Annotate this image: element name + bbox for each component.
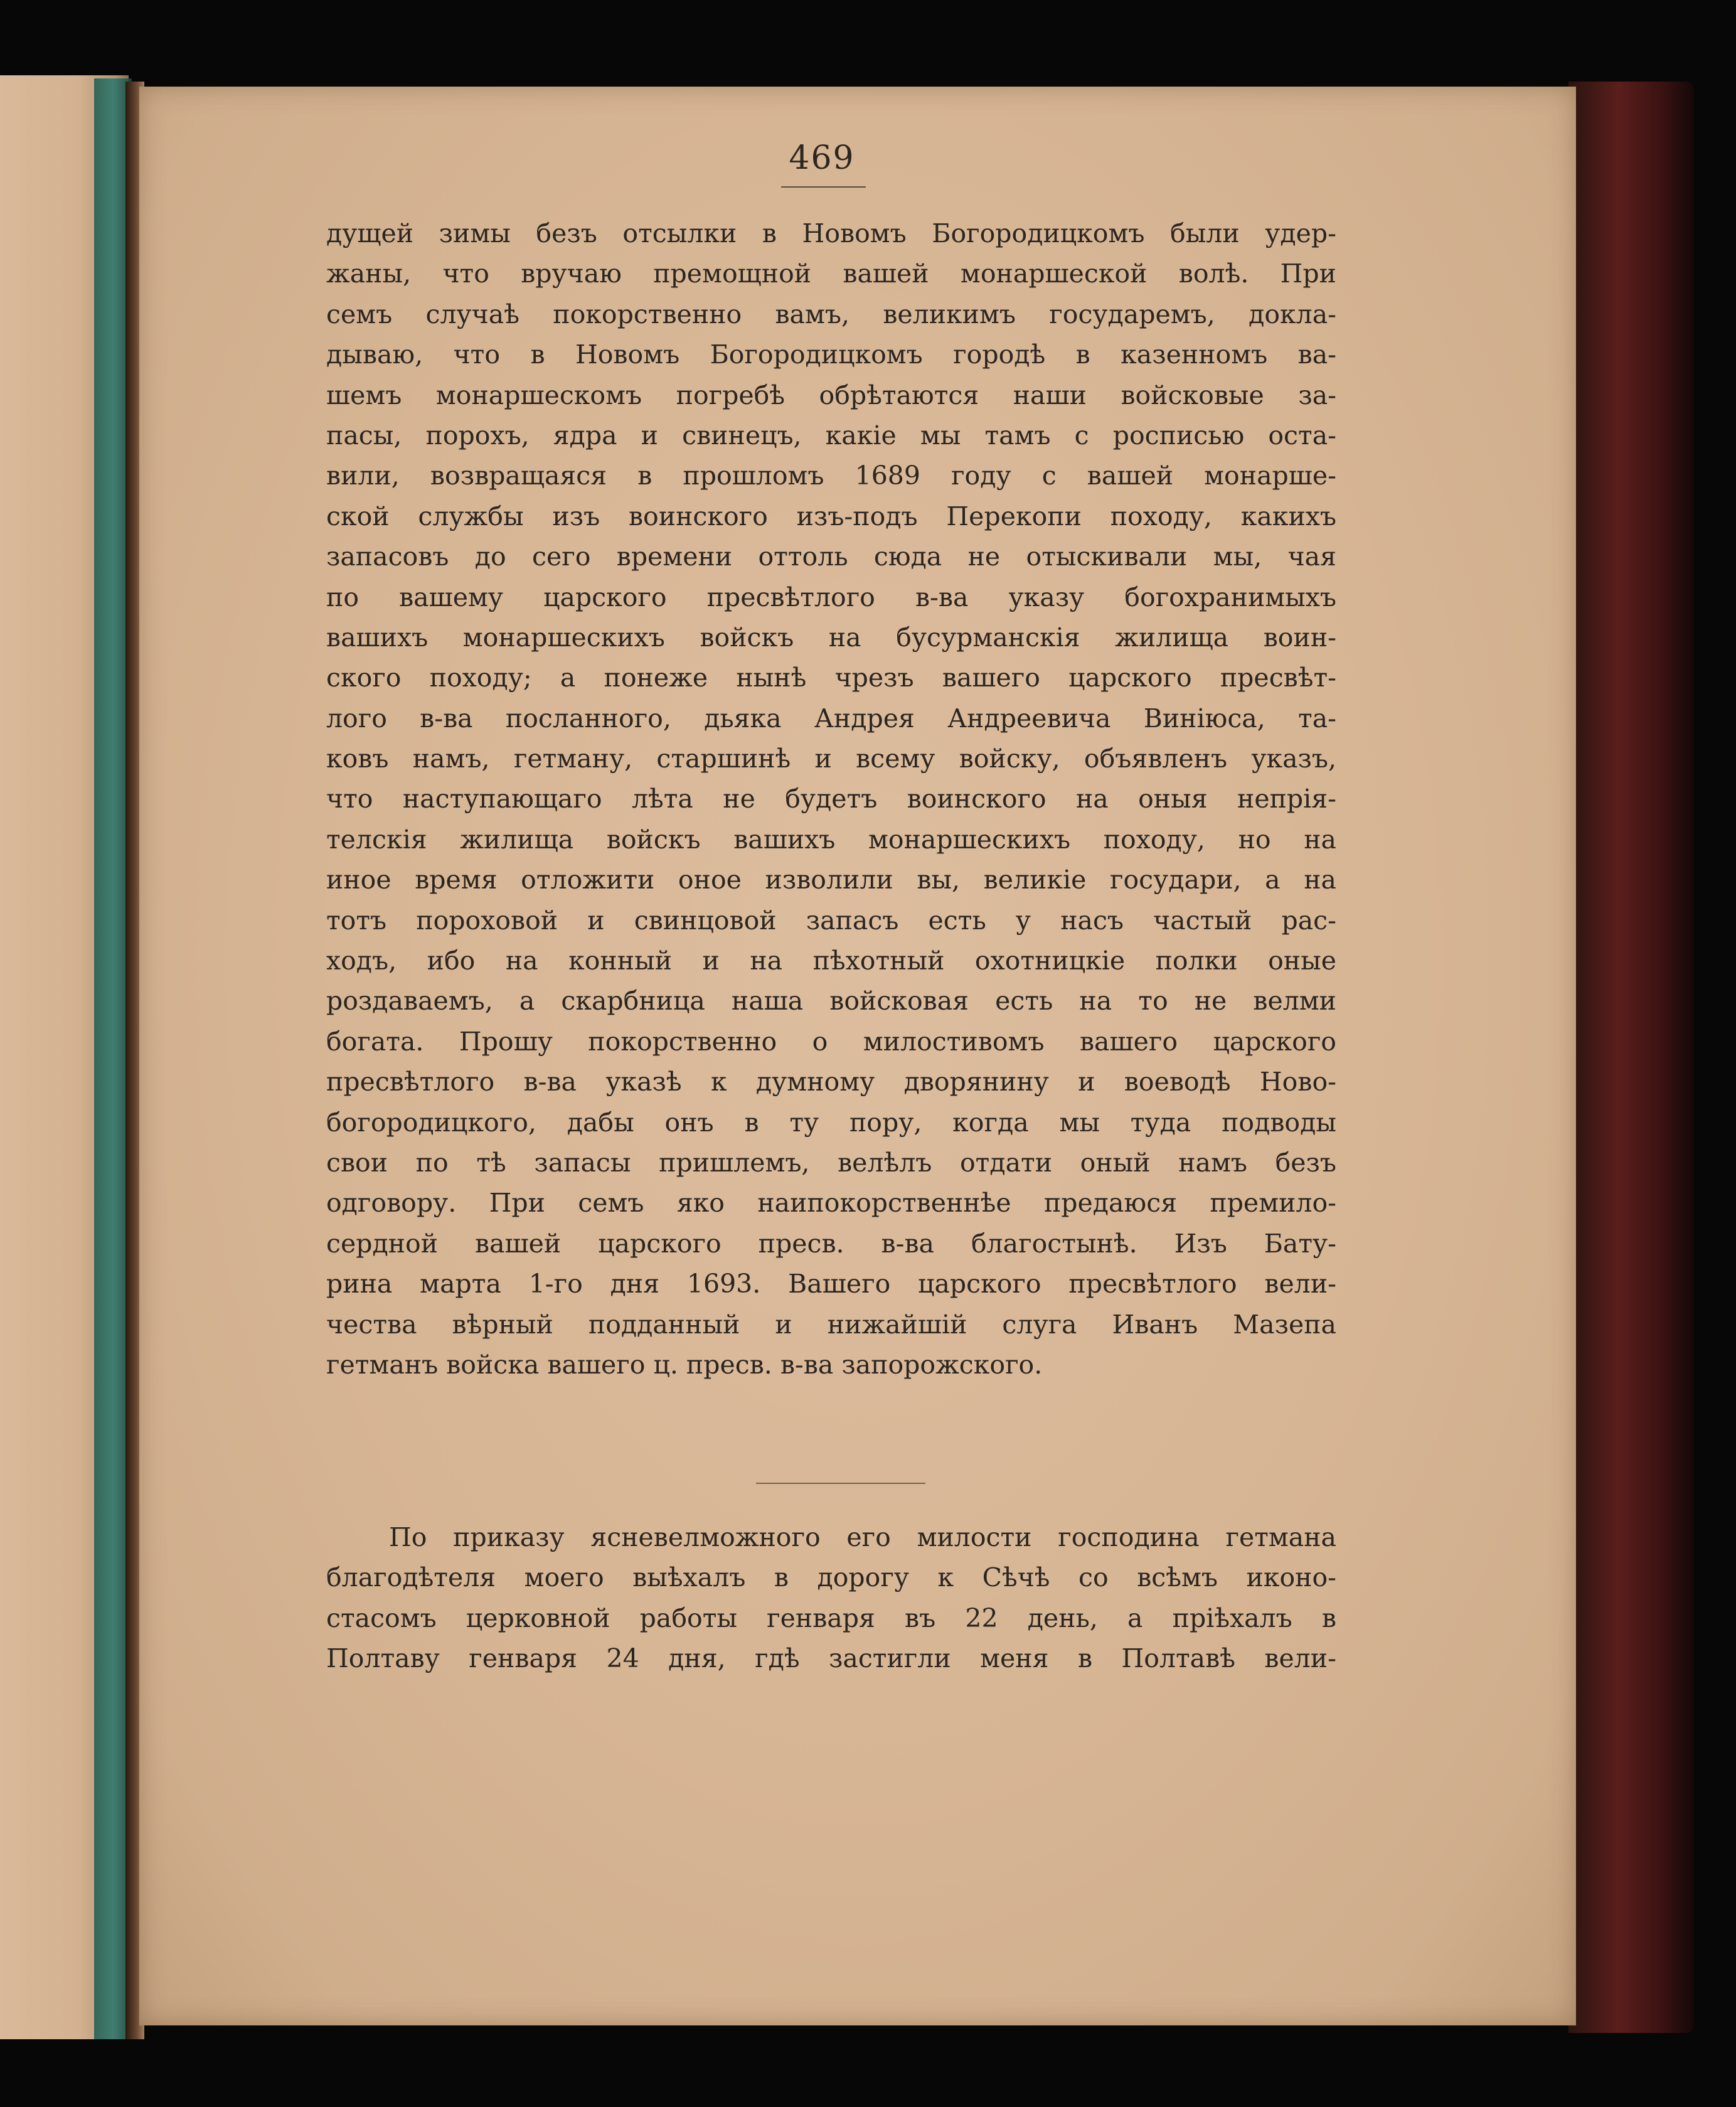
page-number: 469 [789,139,855,177]
text-line: ковъ намъ, гетману, старшинѣ и всему войску, объявленъ указъ, [326,744,1336,774]
text-line: сердной вашей царского пресв. в-ва благостынѣ. Изъ Бату- [326,1228,1336,1259]
text-line: ской службы изъ воинского изъ-подъ Перекопи походу, какихъ [326,501,1336,531]
text-line: иное время отложити оное изволили вы, великіе государи, а на [326,865,1336,895]
text-line: пресвѣтлого в-ва указѣ к думному дворянину и воеводѣ Ново- [326,1067,1336,1097]
text-line: По приказу ясневелможного его милости господина гетмана [389,1522,1336,1552]
text-line: вашихъ монаршескихъ войскъ на бусурманскія жилища воин- [326,622,1336,653]
text-line: дущей зимы безъ отсылки в Новомъ Богородицкомъ были удер- [326,218,1336,248]
text-line: ходъ, ибо на конный и на пѣхотный охотницкіе полки оные [326,946,1336,976]
text-line: вили, возвращаяся в прошломъ 1689 году с вашей монарше- [326,461,1336,491]
text-line: семъ случаѣ покорственно вамъ, великимъ государемъ, докла- [326,299,1336,329]
text-line: лого в-ва посланного, дьяка Андрея Андреевича Виніюса, та- [326,703,1336,733]
text-line: гетманъ войска вашего ц. пресв. в-ва запорожского. [326,1349,1043,1380]
text-line: дываю, что в Новомъ Богородицкомъ городѣ в казенномъ ва- [326,339,1336,370]
text-line: богата. Прошу покорственно о милостивомъ вашего царского [326,1026,1336,1057]
text-line: стасомъ церковной работы генваря въ 22 день, а пріѣхалъ в [326,1603,1336,1633]
letter-text [326,213,1336,1385]
second-entry-text [326,1517,1336,1679]
text-line: телскія жилища войскъ вашихъ монаршескихъ походу, но на [326,824,1336,855]
book-cover-edge-right [1568,82,1694,2033]
text-line: благодѣтеля моего выѣхалъ в дорогу к Сѣчѣ со всѣмъ иконо- [326,1562,1336,1593]
text-line: ского походу; а понеже нынѣ чрезъ вашего царского пресвѣт- [326,663,1336,693]
text-line: запасовъ до сего времени оттоль сюда не отыскивали мы, чая [326,541,1336,572]
page-number-rule [781,186,866,188]
text-line: тотъ пороховой и свинцовой запасъ есть у насъ частый рас- [326,905,1336,936]
text-line: роздаваемъ, а скарбница наша войсковая есть на то не велми [326,986,1336,1016]
text-line: рина марта 1-го дня 1693. Вашего царского пресвѣтлого вели- [326,1269,1336,1299]
text-line: по вашему царского пресвѣтлого в-ва указу богохранимыхъ [326,582,1336,612]
text-line: Полтаву генваря 24 дня, гдѣ застигли меня в Полтавѣ вели- [326,1643,1336,1674]
text-line: шемъ монаршескомъ погребѣ обрѣтаются наши войсковые за- [326,380,1336,410]
text-line: чества вѣрный подданный и нижайшій слуга Иванъ Мазепа [326,1309,1336,1340]
section-divider [756,1483,925,1484]
text-line: жаны, что вручаю премощной вашей монаршеской волѣ. При [326,259,1336,289]
text-line: свои по тѣ запасы пришлемъ, велѣлъ отдати оный намъ безъ [326,1147,1336,1178]
text-line: пасы, порохъ, ядра и свинецъ, какіе мы тамъ с росписью оста- [326,420,1336,451]
text-line: что наступающаго лѣта не будетъ воинского на оныя непрія- [326,784,1336,814]
text-line: богородицкого, дабы онъ в ту пору, когда мы туда подводы [326,1107,1336,1138]
text-line: одговору. При семъ яко наипокорственнѣе предаюся премило- [326,1188,1336,1219]
